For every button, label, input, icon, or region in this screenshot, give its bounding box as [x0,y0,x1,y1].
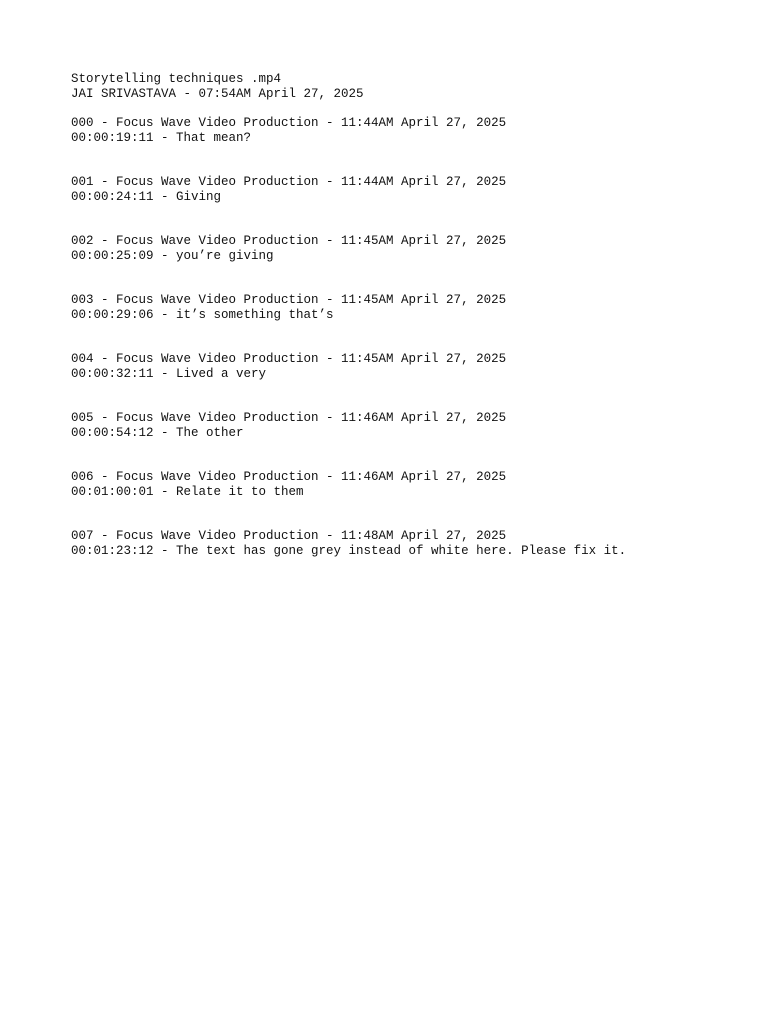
comment-meta: 000 - Focus Wave Video Production - 11:44AM April 27, 2025 [71,116,507,130]
comment-list [71,116,748,559]
comment-meta: 004 - Focus Wave Video Production - 11:45AM April 27, 2025 [71,352,507,366]
comment-text: 00:00:24:11 - Giving [71,190,222,204]
comment-meta: 002 - Focus Wave Video Production - 11:45AM April 27, 2025 [71,234,507,248]
document-page [71,72,748,559]
comment-text: 00:01:00:01 - Relate it to them [71,485,304,499]
comment-entry [71,175,748,205]
comment-text: 00:00:19:11 - That mean? [71,131,252,145]
comment-entry [71,352,748,382]
document-header [71,72,748,102]
author-line: JAI SRIVASTAVA - 07:54AM April 27, 2025 [71,87,364,101]
comment-meta: 005 - Focus Wave Video Production - 11:46AM April 27, 2025 [71,411,507,425]
comment-meta: 003 - Focus Wave Video Production - 11:45AM April 27, 2025 [71,293,507,307]
comment-entry [71,529,748,559]
comment-meta: 001 - Focus Wave Video Production - 11:44AM April 27, 2025 [71,175,507,189]
comment-text: 00:00:32:11 - Lived a very [71,367,267,381]
comment-entry [71,293,748,323]
comment-entry [71,116,748,146]
comment-meta: 006 - Focus Wave Video Production - 11:46AM April 27, 2025 [71,470,507,484]
comment-text: 00:00:25:09 - you’re giving [71,249,274,263]
file-name: Storytelling techniques .mp4 [71,72,282,86]
comment-text: 00:00:54:12 - The other [71,426,244,440]
comment-text: 00:00:29:06 - it’s something that’s [71,308,334,322]
comment-meta: 007 - Focus Wave Video Production - 11:48AM April 27, 2025 [71,529,507,543]
comment-entry [71,234,748,264]
comment-text: 00:01:23:12 - The text has gone grey instead of white here. Please fix it. [71,544,627,558]
comment-entry [71,470,748,500]
comment-entry [71,411,748,441]
